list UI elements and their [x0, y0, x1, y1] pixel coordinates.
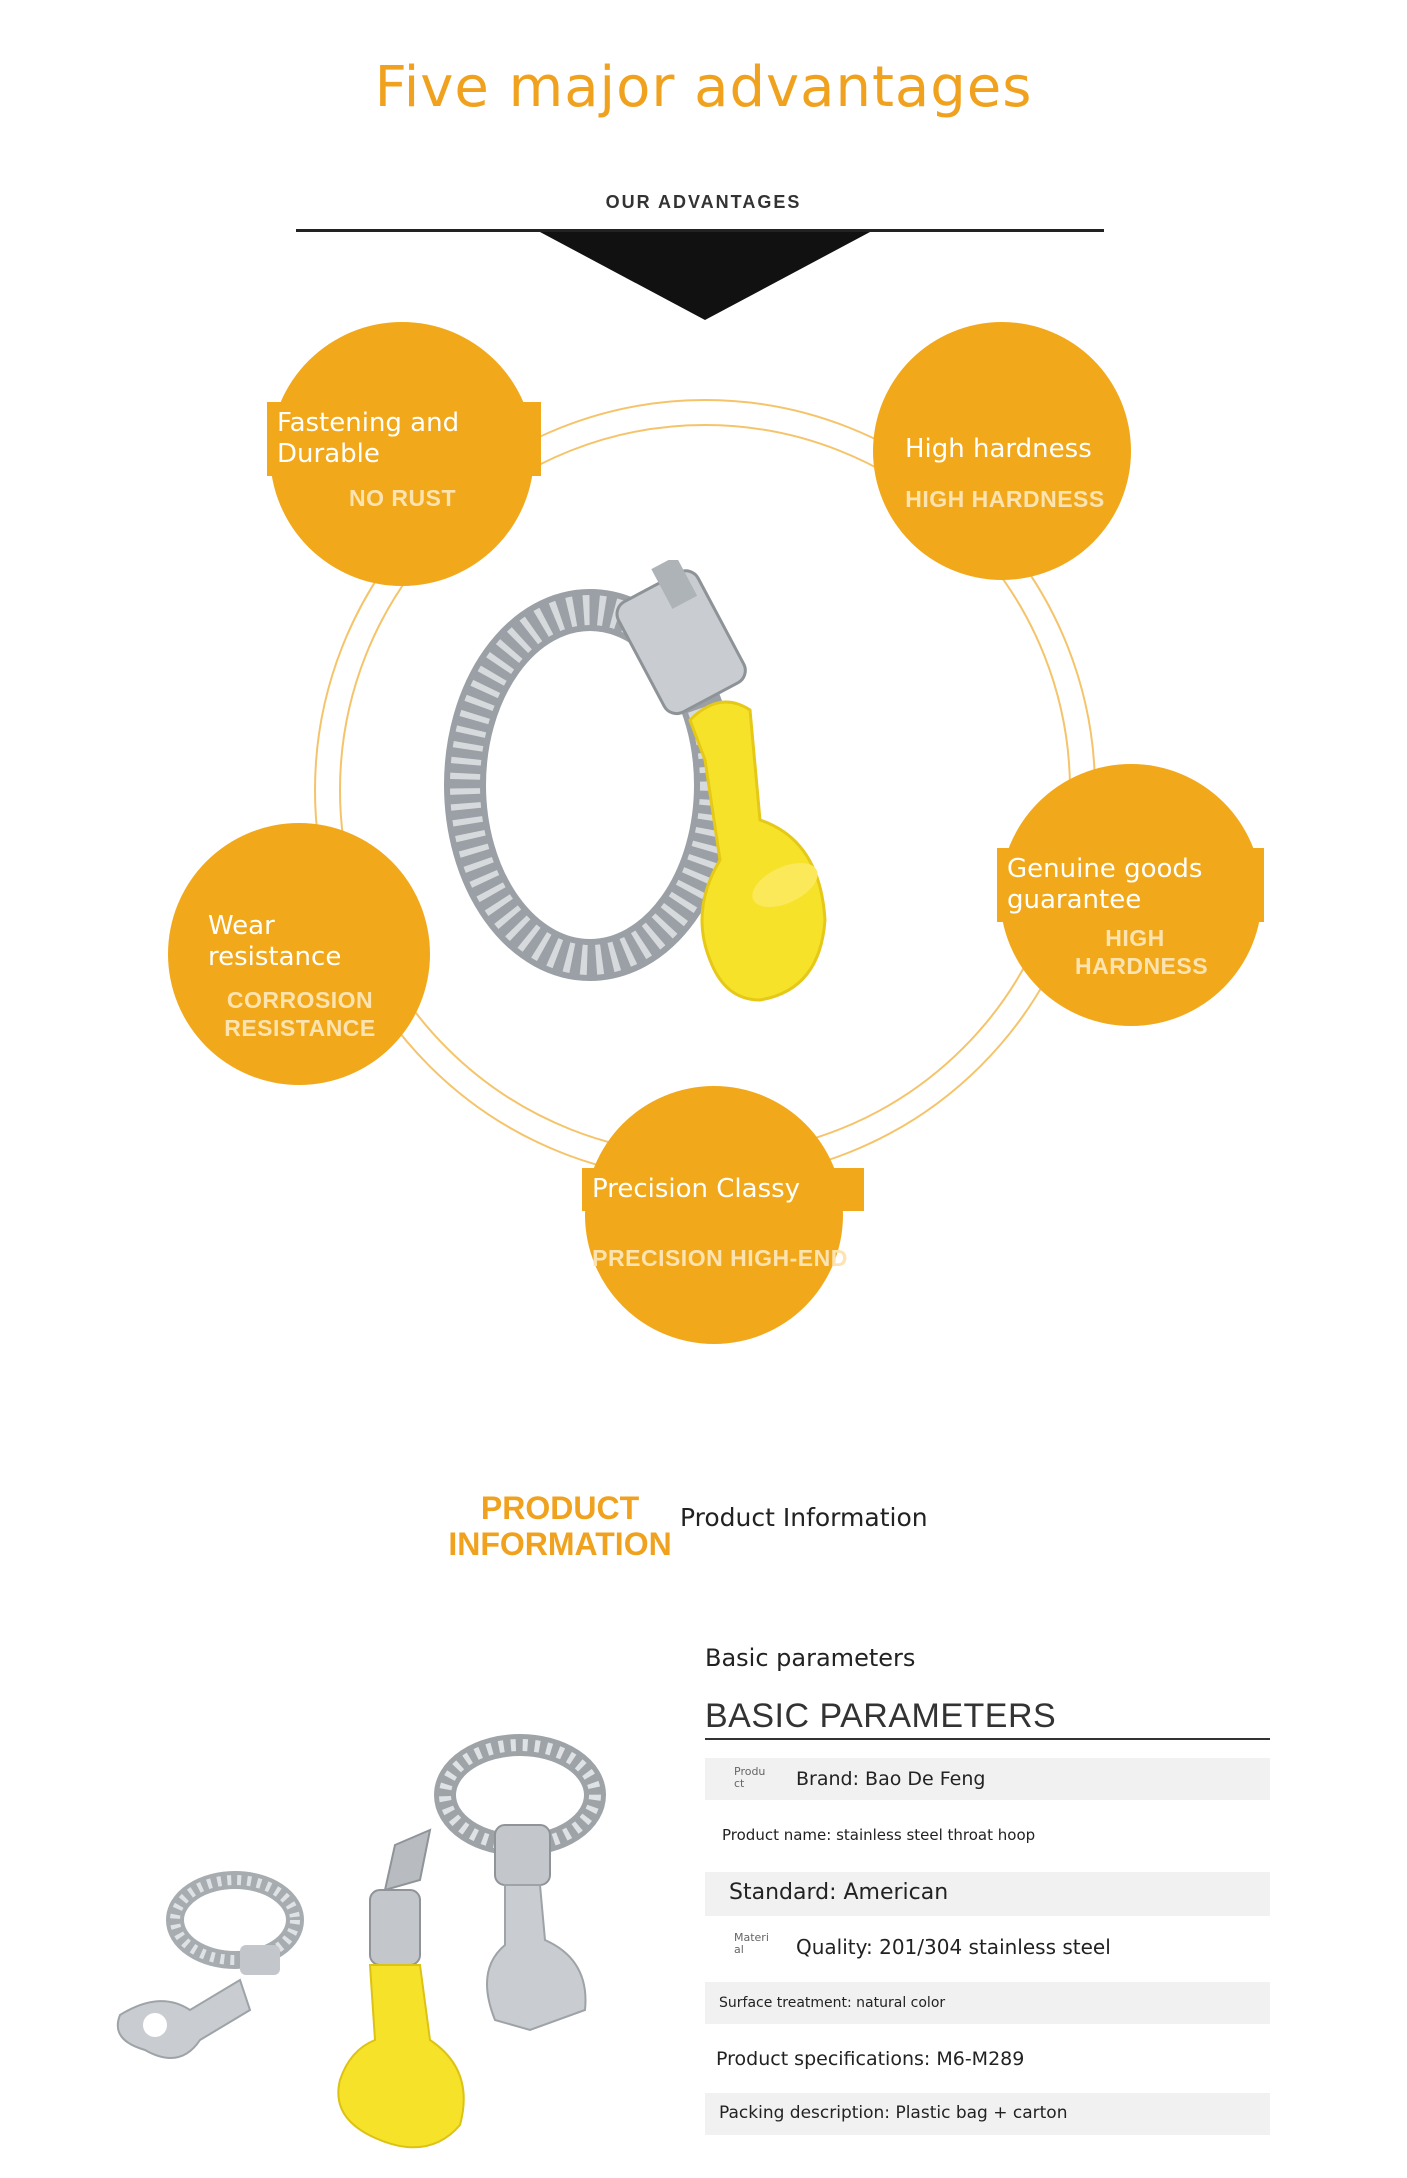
advantage-sub-fastening: NO RUST	[349, 485, 456, 511]
param-text-name: Product name: stainless steel throat hoop	[722, 1826, 1036, 1844]
product-info-heading: Product Information	[680, 1503, 928, 1532]
param-row-surface	[705, 1982, 1270, 2024]
advantages-caption: OUR ADVANTAGES	[605, 192, 802, 212]
param-row-name	[705, 1815, 1270, 1855]
basic-parameters-divider	[705, 1738, 1270, 1740]
advantage-sub-genuine: HIGH HARDNESS	[1075, 925, 1209, 979]
advantage-label-fastening: Fastening and Durable	[267, 402, 541, 476]
hose-clamp-image	[420, 560, 940, 1030]
product-info-logo-line2: INFORMATION	[448, 1526, 672, 1562]
advantage-label-genuine: Genuine goods guarantee	[997, 848, 1264, 922]
param-tag-brand: Produ ct	[734, 1765, 766, 1790]
advantage-sub-hardness: HIGH HARDNESS	[905, 486, 1105, 512]
advantage-sub-precision: PRECISION HIGH-END	[592, 1245, 848, 1271]
param-text-specs: Product specifications: M6-M289	[716, 2048, 1025, 2070]
product-photo	[100, 1720, 660, 2160]
advantage-label-hardness: High hardness	[905, 434, 1092, 464]
param-tag-material: Materi al	[734, 1931, 769, 1956]
advantage-circle-precision	[585, 1086, 843, 1344]
param-text-brand: Brand: Bao De Feng	[796, 1768, 986, 1790]
param-row-brand	[705, 1758, 1270, 1800]
param-text-standard: Standard: American	[729, 1880, 949, 1905]
advantage-sub-wear: CORROSION RESISTANCE	[224, 987, 376, 1041]
page-title: Five major advantages	[374, 55, 1033, 120]
param-text-material: Quality: 201/304 stainless steel	[796, 1935, 1111, 1959]
advantage-label-precision: Precision Classy	[582, 1168, 864, 1211]
param-text-surface: Surface treatment: natural color	[719, 1995, 946, 2011]
basic-parameters-heading: BASIC PARAMETERS	[705, 1697, 1057, 1735]
param-row-standard	[705, 1872, 1270, 1916]
advantage-label-wear: Wear resistance	[208, 911, 342, 972]
product-info-logo-line1: PRODUCT	[480, 1490, 640, 1526]
param-row-material	[705, 1925, 1270, 1969]
param-text-packing: Packing description: Plastic bag + carton	[719, 2103, 1068, 2123]
param-row-packing	[705, 2093, 1270, 2135]
basic-parameters-label: Basic parameters	[705, 1644, 916, 1672]
param-row-specs	[705, 2037, 1270, 2081]
product-info-logo	[440, 1490, 680, 1562]
advantages-arrow-icon	[540, 232, 870, 322]
